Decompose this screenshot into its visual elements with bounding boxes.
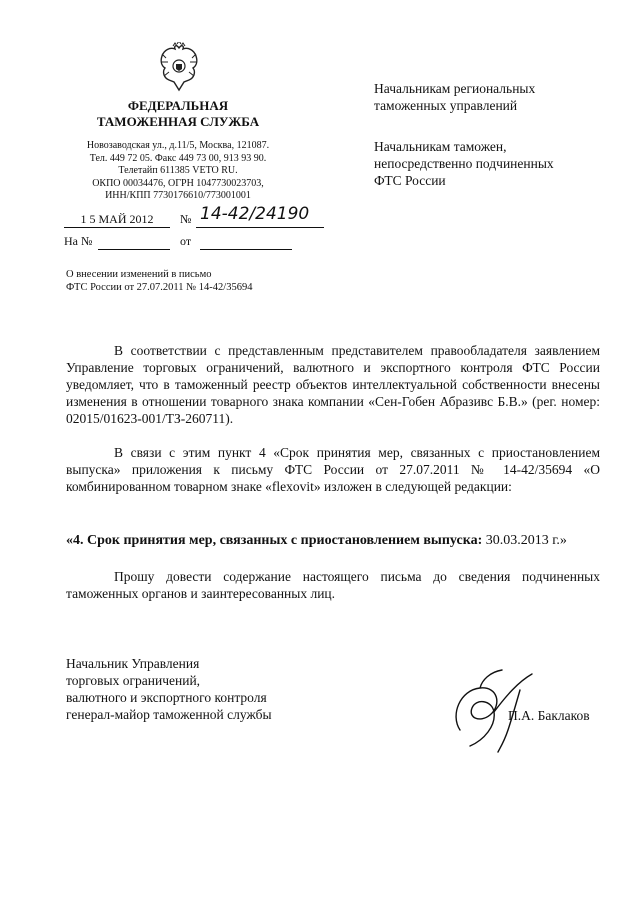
body-paragraph-1: В соответствии с представленным представителем правообладателя заявлением Управление торговых ограничений, валютного и экспортного контроля ФТС России уведомляет, что в таможенный реестр объектов интеллектуальной собственности внесены изменения в отношении товарного знака компании «Сен-Гобен Абразивс Б.В.» (рег. номер: 02015/01623-001/ТЗ-260711). [66, 343, 600, 426]
from-label: от [180, 234, 192, 248]
signatory-title-line: валютного и экспортного контроля [66, 690, 267, 705]
address-line: Телетайп 611385 VETO RU. [118, 165, 238, 176]
org-name-line1: ФЕДЕРАЛЬНАЯ [127, 98, 229, 113]
signatory-title-line: Начальник Управления [66, 656, 200, 671]
amended-clause-date: 30.03.2013 г.» [482, 533, 567, 548]
reference-label: На № [64, 234, 93, 248]
reference-date-line [200, 236, 292, 250]
recipient-group-2 [374, 138, 554, 189]
subject-line: О внесении изменений в письмо [66, 269, 212, 280]
recipient-line: Начальникам таможен, [374, 139, 507, 154]
subject-line: ФТС России от 27.07.2011 № 14-42/35694 [66, 282, 253, 293]
signatory-title-line: генерал-майор таможенной службы [66, 707, 272, 722]
signatory-name: П.А. Баклаков [508, 708, 590, 723]
registration-number-field [196, 200, 324, 228]
registration-date-stamp: 1 5 МАЙ 2012 [80, 212, 154, 226]
recipient-line: непосредственно подчиненных [374, 156, 554, 171]
recipient-group-1 [374, 80, 535, 114]
recipient-line: таможенных управлений [374, 98, 518, 113]
address-block [70, 140, 286, 203]
coat-of-arms-emblem [156, 42, 202, 94]
registration-number-handwritten: 14-42/24190 [200, 204, 310, 224]
reference-number-line [98, 236, 170, 250]
address-line: Тел. 449 72 05. Факс 449 73 00, 913 93 90. [89, 152, 267, 164]
address-line: ИНН/КПП 7730176610/773001001 [105, 190, 251, 201]
recipient-line: Начальникам региональных [374, 81, 536, 96]
amended-clause-bold: «4. Срок принятия мер, связанных с приостановлением выпуска: [66, 533, 483, 548]
org-name-line2: ТАМОЖЕННАЯ СЛУЖБА [96, 114, 260, 129]
letter-subject [66, 268, 252, 294]
registration-date [64, 212, 170, 228]
signatory-title-line: торговых ограничений, [66, 673, 201, 688]
number-label: № [180, 212, 192, 226]
address-line: ОКПО 00034476, ОГРН 1047730023703, [92, 177, 264, 189]
body-paragraph-4: Прошу довести содержание настоящего письма до сведения подчиненных таможенных органов и заинтересованных лиц. [66, 569, 600, 601]
signatory-title [66, 655, 272, 723]
recipient-line: ФТС России [374, 173, 446, 188]
body-paragraph-3 [66, 532, 600, 549]
body-paragraph-2: В связи с этим пункт 4 «Срок принятия мер, связанных с приостановлением выпуска» приложения к письму ФТС России от 27.07.2011 № 14-42/35694 «О комбинированном товарном знаке «flexovit» изложен в следующей редакции: [66, 445, 600, 494]
address-line: Новозаводская ул., д.11/5, Москва, 121087. [86, 140, 270, 151]
